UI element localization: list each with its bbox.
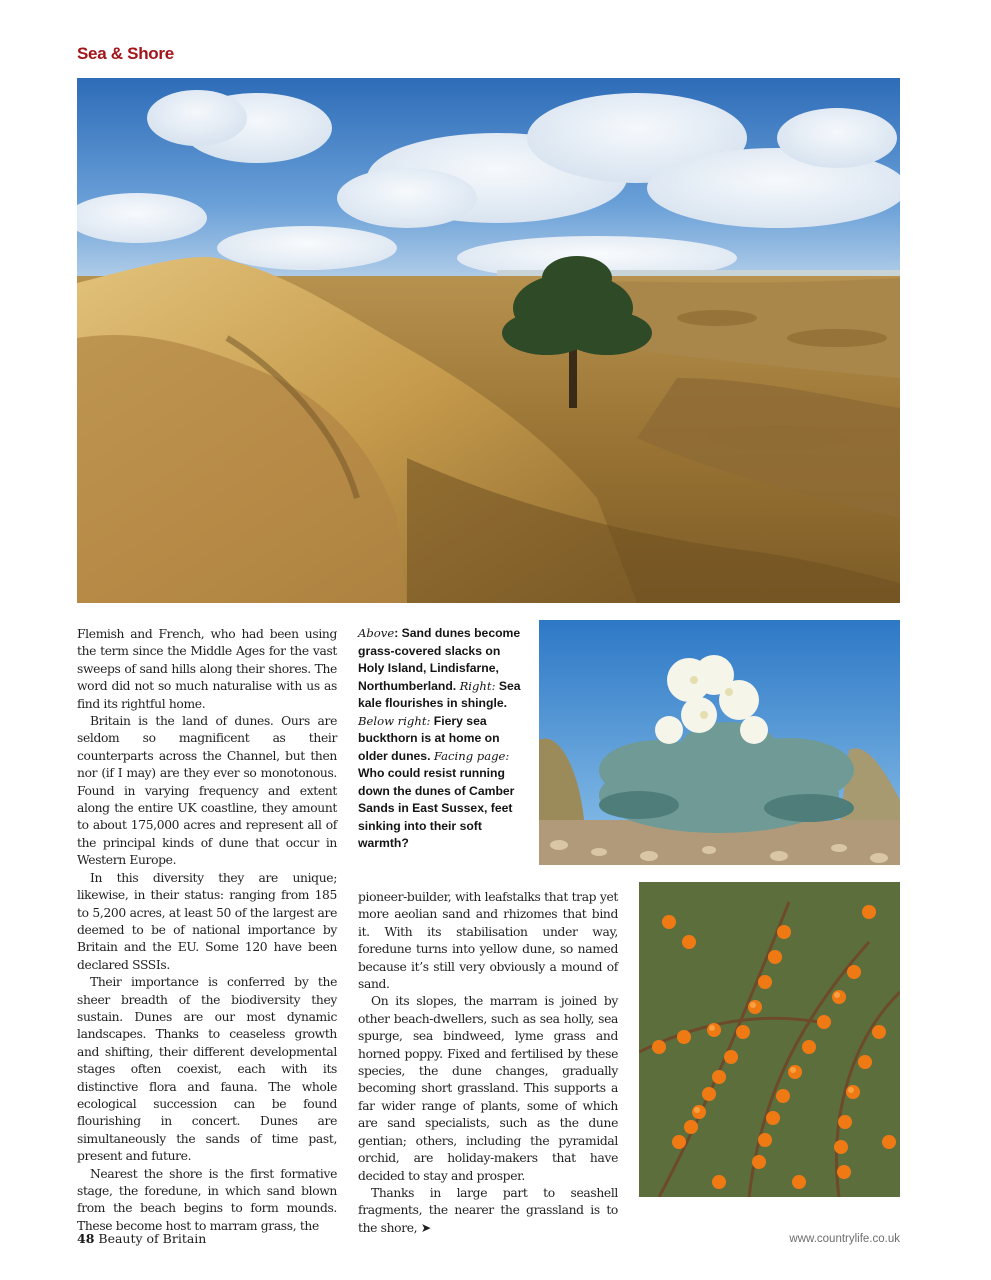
paragraph: In this diversity they are unique; likewise, in their status: ranging from 185 to 5,200 acres, at least 50 of the largest are deemed to be of national importance by Britain and the EU. Some 120 have been declared SSSIs. (77, 870, 337, 972)
body-column-2 (358, 889, 618, 1237)
caption-above-label: Above (358, 626, 395, 640)
section-title: Sea & Shore (77, 44, 174, 63)
caption-below-right-label: Below right: (358, 713, 431, 728)
caption-below-right-text: Fiery sea buckthorn is at home on older dunes. (358, 713, 500, 763)
paragraph: Flemish and French, who had been using the term since the Middle Ages for the vast sweeps of sand hills along their shores. The word did not so much naturalise with us as find its rightful home. (77, 627, 337, 711)
caption-facing-label: Facing page: (433, 748, 510, 763)
paragraph: Thanks in large part to seashell fragments, the nearer the grassland is to the shore, ➤ (358, 1185, 618, 1235)
paragraph: Their importance is conferred by the sheer breadth of the biodiversity they sustain. Dunes are our most dynamic landscapes. Thanks to ceaseless growth and shifting, their different developmental stages often coexist, each with its distinctive flora and fauna. The whole ecological succession can be found flourishing in concert. Dunes are simultaneously the sands of time past, present and future. (77, 975, 337, 1164)
sea-buckthorn-photo (639, 882, 900, 1197)
paragraph: pioneer-builder, with leafstalks that trap yet more aeolian sand and rhizomes that bind it. With its stabilisation under way, foredune turns into yellow dune, so named because it’s still very obviously a mound of sand. (358, 890, 618, 992)
body-column-1 (77, 626, 337, 1235)
hero-dunes-photo (77, 78, 900, 603)
publication-name: Beauty of Britain (98, 1231, 207, 1246)
page-number: 48 (77, 1231, 95, 1246)
paragraph: Nearest the shore is the first formative stage, the foredune, in which sand blown from the beach begins to form mounds. These become host to marram grass, the (77, 1166, 337, 1233)
caption-above-text: : Sand dunes become grass-covered slacks on Holy Island, Lindisfarne, Northumberland. (358, 626, 521, 693)
caption-right-text: Sea kale flourishes in shingle. (358, 678, 521, 710)
caption-right-label: Right: (459, 678, 496, 693)
sea-kale-photo (539, 620, 900, 865)
page-folio (77, 1231, 206, 1246)
website-url: www.countrylife.co.uk (789, 1233, 900, 1245)
caption-facing-text: Who could resist running down the dunes of Camber Sands in East Sussex, feet sinking into their soft warmth? (358, 766, 515, 850)
paragraph: Britain is the land of dunes. Ours are seldom so magnificent as their counterparts across the Channel, but then nor (if I may) are they ever so monotonous. Found in varying frequency and extent along the entire UK coastline, they amount to about 175,000 acres and represent all of the principal kinds of dune that occur in Western Europe. (77, 714, 337, 868)
photo-caption (358, 625, 522, 853)
paragraph: On its slopes, the marram is joined by other beach-dwellers, such as sea holly, sea spurge, sea bindweed, lyme grass and horned poppy. Fixed and fertilised by these species, the dune changes, gradually becoming short grassland. This supports a far wider range of plants, some of which are sand specialists, such as the dune gentian; others, including the pyramidal orchid, are holiday-makers that have decided to stay and prosper. (358, 994, 618, 1183)
